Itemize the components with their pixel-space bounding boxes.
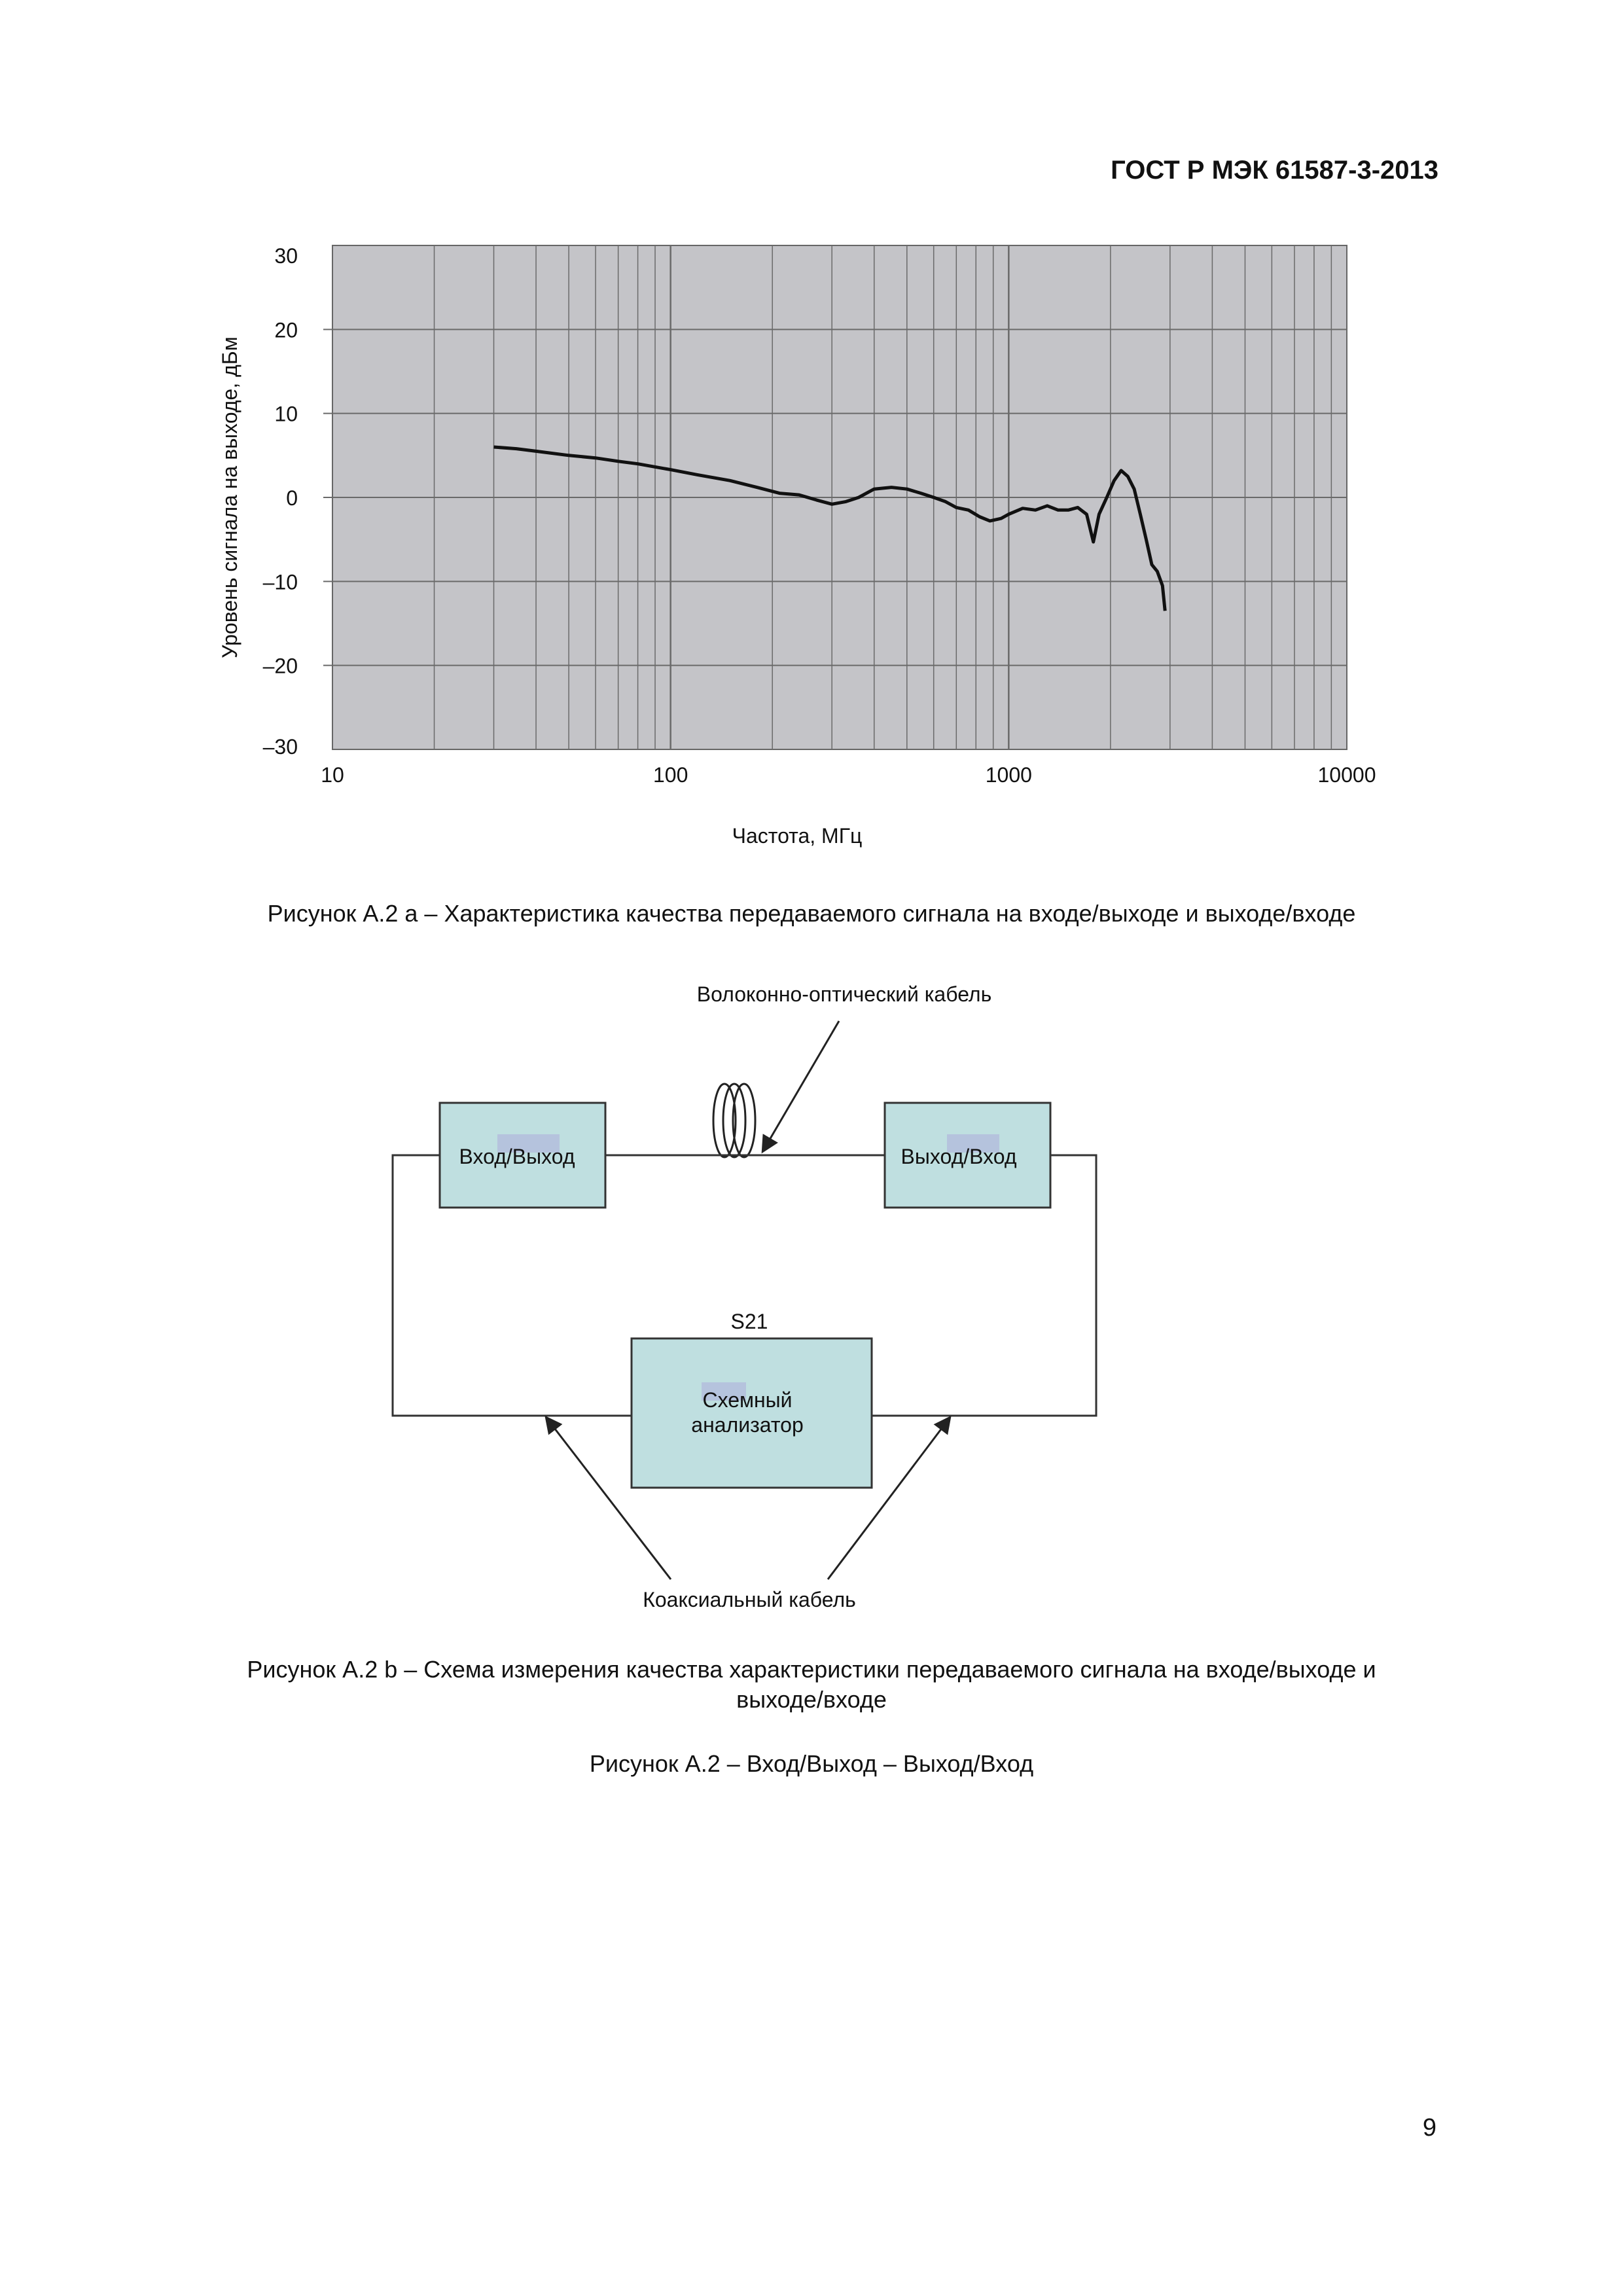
- figure-main-caption: Рисунок А.2 – Вход/Выход – Выход/Вход: [589, 1750, 1034, 1777]
- y-axis-label: Уровень сигнала на выходе, дБм: [218, 336, 241, 658]
- y-tick-label: 10: [274, 402, 298, 426]
- x-tick-label: 10000: [1317, 763, 1376, 787]
- y-tick-label: –30: [262, 735, 298, 759]
- document-id: ГОСТ Р МЭК 61587-3-2013: [1111, 156, 1438, 185]
- x-tick-label: 100: [652, 763, 688, 787]
- y-tick-label: –10: [262, 570, 298, 594]
- coax-cable-label: Коаксиальный кабель: [643, 1588, 856, 1611]
- figure-a-caption: Рисунок А.2 а – Характеристика качества передаваемого сигнала на входе/выходе и выходе/входе: [267, 900, 1356, 927]
- figure-b-caption-line1: Рисунок А.2 b – Схема измерения качества характеристики передаваемого сигнала на входе/выходе и: [247, 1656, 1376, 1683]
- io-box-right-label: Выход/Вход: [901, 1145, 1017, 1168]
- analyzer-label-line1: Схемный: [702, 1388, 793, 1412]
- x-axis-label: Частота, МГц: [732, 824, 863, 848]
- x-tick-label: 1000: [985, 763, 1032, 787]
- fiber-cable-label: Волоконно-оптический кабель: [696, 982, 992, 1006]
- figure-b-caption-line2: выходе/входе: [736, 1686, 887, 1713]
- io-box-left-label: Вход/Выход: [459, 1145, 575, 1168]
- y-tick-label: –20: [262, 654, 298, 678]
- y-tick-label: 30: [274, 244, 298, 268]
- page-number: 9: [1422, 2114, 1436, 2142]
- y-tick-label: 20: [274, 318, 298, 342]
- x-tick-label: 10: [321, 763, 344, 787]
- fiber-coil-icon: [713, 1084, 755, 1157]
- fiber-pointer-arrow: [762, 1021, 839, 1152]
- y-tick-label: 0: [286, 486, 298, 510]
- analyzer-title: S21: [730, 1310, 768, 1333]
- analyzer-label-line2: анализатор: [691, 1413, 804, 1437]
